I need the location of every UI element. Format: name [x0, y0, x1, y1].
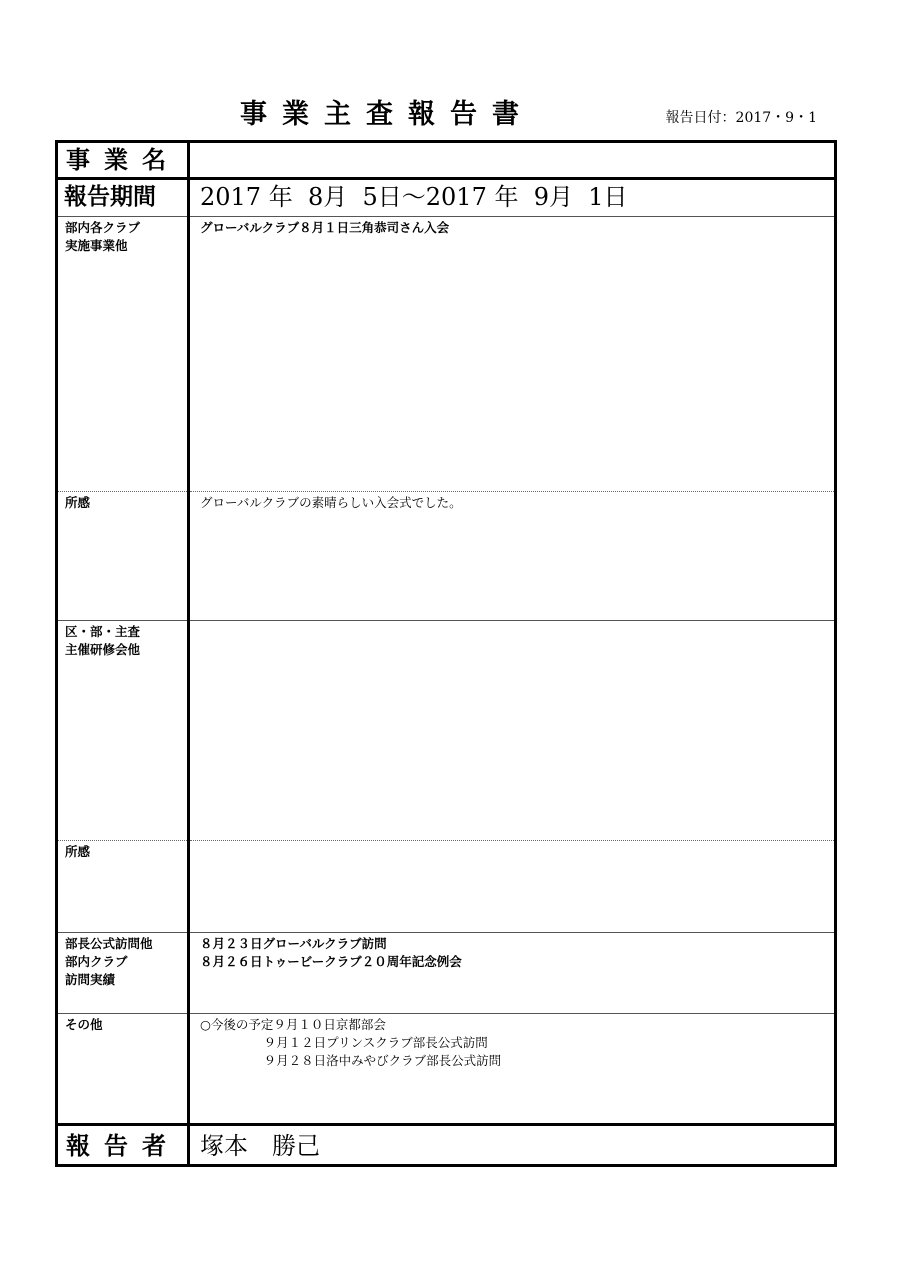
visits-text — [190, 933, 834, 971]
reporter-value: 塚本 勝己 — [200, 1132, 320, 1160]
other-label-cell — [57, 1014, 189, 1125]
impressions-2-label-cell — [57, 841, 189, 933]
visits-line: ８月２３日グローバルクラブ訪問 — [200, 936, 387, 951]
seminars-row — [57, 621, 836, 841]
project-name-value-cell[interactable] — [189, 142, 836, 179]
other-line: ９月２８日洛中みやびクラブ部長公式訪問 — [200, 1053, 502, 1068]
impressions-1-row — [57, 492, 836, 621]
impressions-1-label — [58, 492, 187, 512]
other-line: ９月１２日プリンスクラブ部長公式訪問 — [200, 1035, 488, 1050]
club-events-row — [57, 217, 836, 492]
report-date-label: 報告日付： — [665, 110, 736, 126]
seminars-label-line: 区・部・主査 — [65, 624, 141, 639]
reporter-value-cell[interactable] — [189, 1125, 836, 1166]
visits-label — [58, 933, 187, 989]
other-value-cell[interactable] — [189, 1014, 836, 1125]
report-date-value: 2017・9・1 — [735, 110, 817, 126]
impressions-2-text — [190, 841, 834, 843]
seminars-value-cell[interactable] — [189, 621, 836, 841]
project-name-label-cell — [57, 142, 189, 179]
report-title: 事業主査報告書 — [240, 99, 534, 130]
other-label — [58, 1014, 187, 1034]
visits-label-line: 訪問実績 — [65, 972, 116, 987]
visits-label-cell — [57, 933, 189, 1014]
seminars-label-cell — [57, 621, 189, 841]
club-events-line: グローバルクラブ８月１日三角恭司さん入会 — [200, 220, 450, 235]
report-form — [55, 140, 837, 1167]
period-label: 報告期間 — [64, 184, 156, 210]
impressions-1-text — [190, 492, 834, 512]
reporter-row — [57, 1125, 836, 1166]
project-name-label: 事業名 — [66, 146, 180, 174]
seminars-text — [190, 621, 834, 623]
visits-line: ８月２６日トゥービークラブ２０周年記念例会 — [200, 954, 462, 969]
club-events-label-line: 実施事業他 — [65, 238, 128, 253]
visits-row — [57, 933, 836, 1014]
reporter-label-cell — [57, 1125, 189, 1166]
reporter-label: 報告者 — [66, 1132, 180, 1160]
period-label-cell — [57, 179, 189, 217]
club-events-label — [58, 217, 187, 255]
other-row — [57, 1014, 836, 1125]
impressions-2-label-line: 所感 — [65, 844, 91, 859]
visits-value-cell[interactable] — [189, 933, 836, 1014]
impressions-2-row — [57, 841, 836, 933]
impressions-2-label — [58, 841, 187, 861]
club-events-value-cell[interactable] — [189, 217, 836, 492]
impressions-1-label-cell — [57, 492, 189, 621]
impressions-1-label-line: 所感 — [65, 495, 91, 510]
visits-label-line: 部内クラブ — [65, 954, 128, 969]
period-row — [57, 179, 836, 217]
other-line: ○今後の予定９月１０日京都部会 — [200, 1017, 386, 1032]
period-value-cell[interactable] — [189, 179, 836, 217]
report-date — [666, 108, 817, 128]
impressions-2-value-cell[interactable] — [189, 841, 836, 933]
other-label-line: その他 — [65, 1017, 103, 1032]
period-value: 2017 年 8月 5日～2017 年 9月 1日 — [200, 183, 628, 211]
club-events-text — [190, 217, 834, 237]
impressions-1-line: グローバルクラブの素晴らしい入会式でした。 — [200, 495, 462, 510]
seminars-label — [58, 621, 187, 659]
seminars-label-line: 主催研修会他 — [65, 642, 141, 657]
club-events-label-line: 部内各クラブ — [65, 220, 141, 235]
visits-label-line: 部長公式訪問他 — [65, 936, 153, 951]
other-text — [190, 1014, 834, 1070]
impressions-1-value-cell[interactable] — [189, 492, 836, 621]
project-name-row — [57, 142, 836, 179]
club-events-label-cell — [57, 217, 189, 492]
